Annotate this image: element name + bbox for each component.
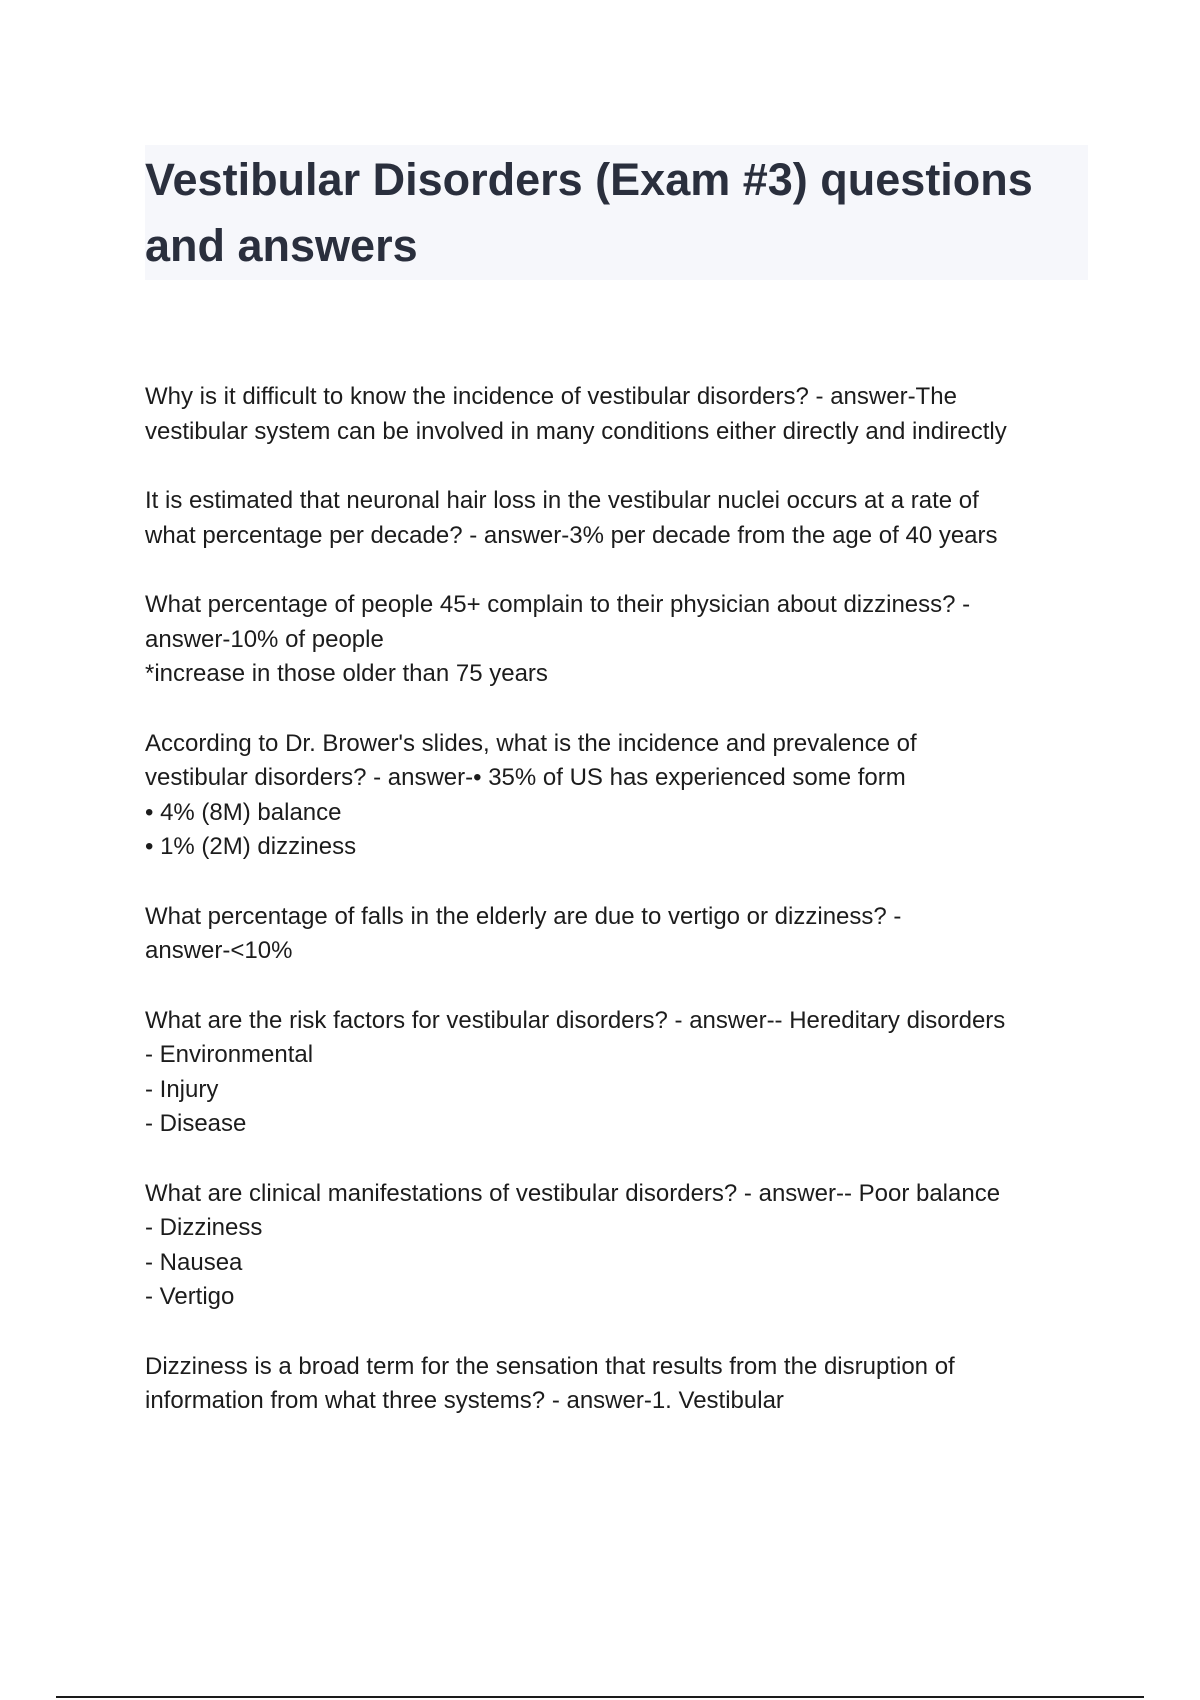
qa-line: vestibular system can be involved in many conditions either directly and indirectly	[145, 417, 1007, 445]
qa-block	[145, 1177, 1105, 1315]
qa-block	[145, 588, 1105, 692]
qa-line: • 1% (2M) dizziness	[145, 833, 357, 860]
qa-line: - Vertigo	[145, 1283, 235, 1310]
qa-block	[145, 900, 1105, 969]
title-line: Vestibular Disorders (Exam #3) questions	[145, 154, 1033, 205]
page-title	[145, 147, 1088, 279]
qa-block	[145, 727, 1105, 865]
qa-line: According to Dr. Brower's slides, what is the incidence and prevalence of	[145, 729, 917, 757]
qa-block	[145, 380, 1105, 449]
qa-line: What are clinical manifestations of vestibular disorders? - answer-- Poor balance	[145, 1179, 1001, 1207]
qa-line: what percentage per decade? - answer-3% per decade from the age of 40 years	[145, 521, 998, 549]
qa-list	[145, 380, 1105, 1454]
title-line: and answers	[145, 220, 418, 271]
qa-line: - Dizziness	[145, 1214, 263, 1241]
qa-line: vestibular disorders? - answer-• 35% of US has experienced some form	[145, 764, 906, 791]
page-bottom-divider	[56, 1696, 1144, 1698]
title-banner	[145, 145, 1088, 280]
qa-line: - Environmental	[145, 1041, 314, 1068]
qa-block	[145, 484, 1105, 553]
qa-block	[145, 1350, 1105, 1419]
qa-line: answer-10% of people	[145, 625, 384, 653]
qa-line: What percentage of people 45+ complain to their physician about dizziness? -	[145, 591, 971, 618]
qa-line: Why is it difficult to know the incidence of vestibular disorders? - answer-The	[145, 383, 957, 410]
qa-line: • 4% (8M) balance	[145, 798, 342, 826]
qa-line: - Disease	[145, 1110, 247, 1137]
qa-line: Dizziness is a broad term for the sensation that results from the disruption of	[145, 1352, 955, 1380]
qa-line: answer-<10%	[145, 937, 293, 964]
qa-block	[145, 1004, 1105, 1142]
qa-line: - Injury	[145, 1075, 219, 1103]
qa-line: What percentage of falls in the elderly are due to vertigo or dizziness? -	[145, 902, 902, 930]
qa-line: *increase in those older than 75 years	[145, 660, 548, 687]
qa-line: What are the risk factors for vestibular disorders? - answer-- Hereditary disorders	[145, 1006, 1006, 1034]
qa-line: information from what three systems? - answer-1. Vestibular	[145, 1387, 784, 1414]
qa-line: - Nausea	[145, 1248, 243, 1276]
qa-line: It is estimated that neuronal hair loss in the vestibular nuclei occurs at a rate of	[145, 487, 979, 514]
